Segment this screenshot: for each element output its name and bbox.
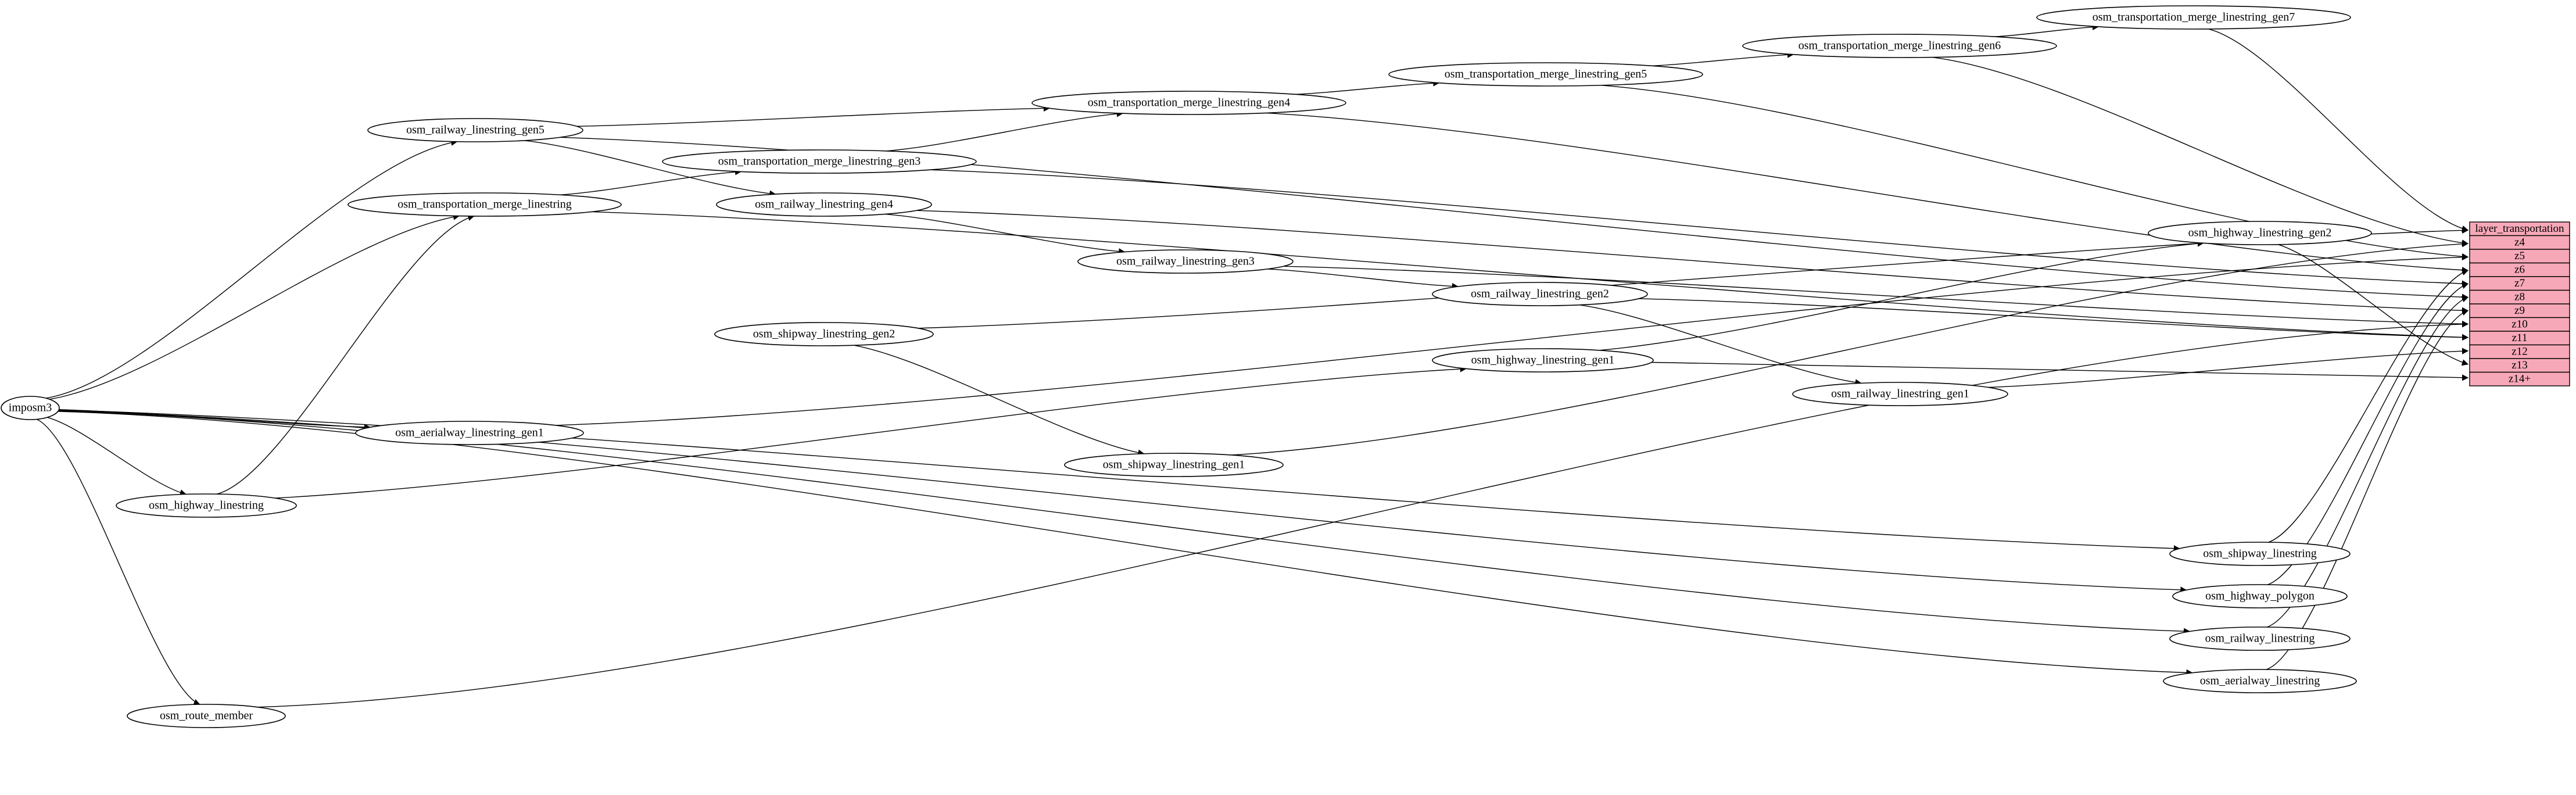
table-row-label: z10 [2511, 318, 2528, 331]
graph-edge [886, 113, 1123, 151]
graph-edge [1988, 351, 2468, 388]
graph-node-osm-highway-linestring[interactable] [116, 494, 296, 517]
table-row-label: z9 [2514, 305, 2525, 317]
node-label: osm_route_member [160, 709, 253, 722]
graph-edge [1932, 58, 2468, 244]
graph-edge [854, 345, 1144, 454]
graph-node-osm-transportation-merge-linestring[interactable] [348, 193, 621, 216]
node-label: imposm3 [8, 401, 52, 414]
node-label: osm_shipway_linestring [2203, 547, 2317, 560]
table-row-label: z11 [2511, 332, 2528, 345]
graph-edge [2267, 284, 2468, 585]
graph-node-osm-railway-linestring-gen3[interactable] [1078, 250, 1293, 273]
node-label: osm_transportation_merge_linestring [397, 198, 572, 211]
layer-transportation-table [2470, 222, 2570, 386]
graph-node-osm-railway-linestring-gen1[interactable] [1793, 382, 2008, 406]
node-label: osm_railway_linestring_gen5 [406, 123, 544, 137]
node-label: osm_transportation_merge_linestring_gen7 [2092, 10, 2295, 24]
table-row-label: z6 [2514, 263, 2525, 276]
graph-node-imposm3[interactable] [1, 396, 59, 420]
table-row-label: z4 [2514, 236, 2525, 249]
node-label: osm_railway_linestring_gen2 [1471, 287, 1609, 300]
node-label: osm_transportation_merge_linestring_gen4 [1087, 96, 1291, 109]
graph-edge [47, 417, 186, 494]
graph-edge [217, 216, 474, 494]
node-label: osm_highway_linestring [149, 499, 264, 512]
graph-node-osm-transportation-merge-linestring-gen4[interactable] [1032, 91, 1346, 114]
table-row-label: z12 [2511, 345, 2528, 358]
graph-node-osm-aerialway-linestring[interactable] [2163, 669, 2356, 693]
node-label: osm_aerialway_linestring_gen1 [395, 426, 544, 439]
graph-node-osm-shipway-linestring[interactable] [2170, 542, 2350, 565]
graph-node-osm-shipway-linestring-gen2[interactable] [715, 323, 933, 346]
table-row-label: z7 [2514, 277, 2525, 290]
graph-edge [37, 420, 200, 705]
node-label: osm_transportation_merge_linestring_gen6 [1798, 39, 2001, 52]
nodes-layer [1, 6, 2371, 728]
graph-node-osm-railway-linestring-gen5[interactable] [368, 119, 583, 142]
table-row-label: z5 [2514, 250, 2525, 263]
graph-edge [1296, 83, 1439, 95]
graph-node-osm-transportation-merge-linestring-gen6[interactable] [1743, 34, 2056, 58]
graph-node-osm-railway-linestring-gen2[interactable] [1432, 282, 1647, 306]
node-label: osm_transportation_merge_linestring_gen5 [1444, 67, 1647, 81]
graph-node-osm-railway-linestring-gen4[interactable] [716, 193, 931, 216]
graph-node-osm-transportation-merge-linestring-gen3[interactable] [662, 150, 976, 173]
graph-edge [2278, 245, 2468, 364]
node-label: osm_highway_polygon [2205, 589, 2315, 603]
graph-edge [58, 411, 2190, 632]
graph-edge [885, 214, 1125, 252]
graph-edge [1652, 55, 1793, 66]
table-row-label: z13 [2511, 359, 2528, 372]
node-label: osm_shipway_linestring_gen2 [753, 327, 895, 341]
node-label: osm_railway_linestring_gen4 [755, 198, 893, 211]
graph-node-osm-route-member[interactable] [127, 704, 285, 728]
graph-edge [1995, 27, 2098, 37]
node-label: osm_highway_linestring_gen1 [1471, 353, 1615, 367]
table-header-label: layer_transportation [2475, 223, 2564, 235]
graph-edge [2266, 311, 2468, 670]
graph-edge [2209, 29, 2468, 230]
graph-node-osm-railway-linestring[interactable] [2170, 627, 2350, 650]
graph-edge [576, 108, 1049, 126]
node-label: osm_transportation_merge_linestring_gen3 [718, 155, 921, 168]
graph-node-osm-aerialway-linestring-gen1[interactable] [356, 421, 583, 445]
node-label: osm_highway_linestring_gen2 [2188, 226, 2332, 239]
graph-node-osm-transportation-merge-linestring-gen7[interactable] [2037, 6, 2351, 29]
graph-edge [1231, 243, 2468, 455]
table-row-label: z8 [2514, 291, 2525, 303]
table-row-label: z14+ [2508, 373, 2531, 385]
graph-node-osm-highway-linestring-gen1[interactable] [1432, 349, 1653, 372]
graph-edge [1579, 305, 1861, 384]
node-label: osm_aerialway_linestring [2199, 674, 2320, 687]
node-label: osm_railway_linestring_gen1 [1831, 387, 1969, 400]
node-label: osm_railway_linestring [2205, 632, 2315, 645]
node-label: osm_shipway_linestring_gen1 [1102, 458, 1245, 471]
node-label: osm_railway_linestring_gen3 [1116, 255, 1255, 268]
graph-edge [1266, 113, 2468, 270]
graph-edge [257, 324, 2468, 707]
graph-node-osm-highway-polygon[interactable] [2173, 585, 2347, 608]
graph-node-osm-shipway-linestring-gen1[interactable] [1065, 453, 1283, 477]
graph-edge [2267, 298, 2468, 628]
graph-edge [46, 142, 457, 399]
graph-node-osm-transportation-merge-linestring-gen5[interactable] [1389, 63, 1703, 86]
graph-edge [58, 411, 2192, 673]
graph-node-osm-highway-linestring-gen2[interactable] [2148, 221, 2371, 245]
